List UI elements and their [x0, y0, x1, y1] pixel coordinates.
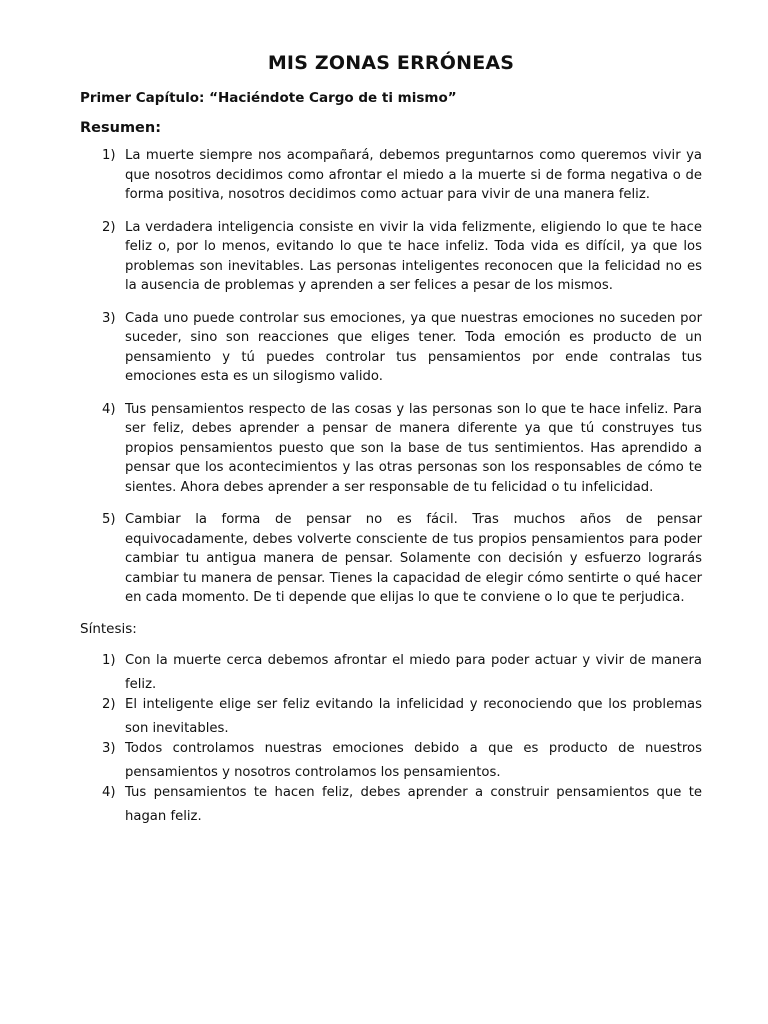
list-item-text: Cambiar la forma de pensar no es fácil. Tras muchos años de pensar equivocadamente, debes volverte consciente de tus propios pensamientos para poder cambiar tu antigua manera de pensar. Solamente con decisión y esfuerzo lograrás cambiar tu manera de pensar. Tienes la capacidad de elegir cómo sentirte o qué hacer en cada momento. De ti depende que elijas lo que te conviene o lo que te perjudica.	[125, 512, 702, 605]
list-item	[80, 781, 702, 829]
synthesis-list	[80, 649, 702, 829]
list-item-number: 2)	[102, 219, 116, 235]
synthesis-heading: Síntesis:	[80, 620, 137, 637]
list-item-text: La muerte siempre nos acompañará, debemos preguntarnos como queremos vivir ya que nosotros decidimos como afrontar el miedo a la muerte si de forma negativa o de forma positiva, nosotros decidimos como actuar para vivir de una manera feliz.	[125, 148, 702, 202]
list-item	[80, 146, 702, 205]
list-item-text: Tus pensamientos te hacen feliz, debes aprender a construir pensamientos que te hagan feliz.	[125, 784, 702, 824]
list-item-number: 5)	[102, 512, 116, 527]
document-title: MIS ZONAS ERRÓNEAS	[267, 52, 515, 74]
list-item	[80, 218, 702, 296]
list-item-number: 3)	[102, 310, 116, 326]
list-item-text: Cada uno puede controlar sus emociones, ya que nuestras emociones no suceden por suceder, sino son reacciones que eliges tener. Toda emoción es producto de un pensamiento y tú puedes controlar tus pensamientos por ende contralas tus emociones esta es un silogismo valido.	[125, 310, 702, 384]
list-item-text: Tus pensamientos respecto de las cosas y las personas son lo que te hace infeliz. Para ser feliz, debes aprender a pensar de manera diferente ya que tú construyes tus propios pensamientos puesto que son la base de tus sentimientos. Has aprendido a pensar que los acontecimientos y las otras personas son los responsables de cómo te sientes. Ahora debes aprender a ser responsable de tu felicidad o tu infelicidad.	[125, 401, 702, 495]
list-item	[80, 510, 702, 608]
list-item	[80, 309, 702, 387]
list-item	[80, 693, 702, 741]
list-item-number: 4)	[102, 401, 116, 417]
list-item-text: El inteligente elige ser feliz evitando la infelicidad y reconociendo que los problemas son inevitables.	[125, 696, 702, 736]
list-item-text: Con la muerte cerca debemos afrontar el miedo para poder actuar y vivir de manera feliz.	[125, 652, 702, 692]
list-item	[80, 737, 702, 785]
list-item-text: La verdadera inteligencia consiste en vivir la vida felizmente, eligiendo lo que te hace feliz o, por lo menos, evitando lo que te hace infeliz. Toda vida es difícil, ya que los problemas son inevitables. Las personas inteligentes reconocen que la felicidad no es la ausencia de problemas y aprenden a ser felices a pesar de los mismos.	[125, 219, 702, 293]
list-item-number: 2)	[102, 696, 116, 712]
list-item-text: Todos controlamos nuestras emociones debido a que es producto de nuestros pensamientos y nosotros controlamos los pensamientos.	[125, 740, 702, 780]
summary-heading: Resumen:	[80, 120, 162, 136]
list-item	[80, 649, 702, 697]
summary-list	[80, 146, 702, 608]
list-item	[80, 400, 702, 498]
list-item-number: 3)	[102, 740, 116, 756]
list-item-number: 1)	[102, 148, 116, 163]
chapter-heading: Primer Capítulo: “Haciéndote Cargo de ti mismo”	[80, 90, 457, 106]
list-item-number: 4)	[102, 784, 116, 800]
list-item-number: 1)	[102, 652, 116, 668]
